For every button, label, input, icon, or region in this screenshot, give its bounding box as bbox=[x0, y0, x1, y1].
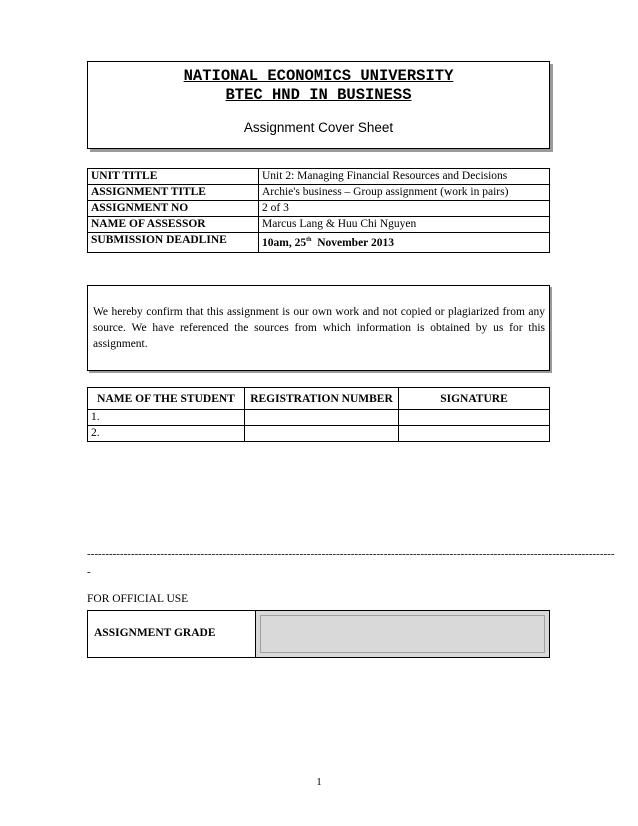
table-row bbox=[88, 217, 550, 233]
header-box bbox=[87, 61, 550, 149]
table-row bbox=[88, 426, 550, 442]
students-table bbox=[87, 387, 550, 442]
table-row bbox=[88, 410, 550, 426]
signature-cell[interactable] bbox=[399, 426, 550, 442]
assignment-title-label: ASSIGNMENT TITLE bbox=[88, 185, 259, 201]
cover-sheet-title: Assignment Cover Sheet bbox=[243, 120, 394, 135]
registration-cell[interactable] bbox=[245, 410, 399, 426]
student-row-number: 1. bbox=[88, 410, 245, 426]
separator-line bbox=[87, 545, 615, 581]
column-header-registration: REGISTRATION NUMBER bbox=[245, 388, 399, 410]
grade-field[interactable] bbox=[255, 611, 549, 657]
table-row bbox=[88, 233, 550, 253]
table-row bbox=[88, 185, 550, 201]
confirmation-box bbox=[87, 285, 550, 371]
grade-label: ASSIGNMENT GRADE bbox=[94, 627, 216, 639]
deadline-label: SUBMISSION DEADLINE bbox=[88, 233, 259, 253]
unit-title-label: UNIT TITLE bbox=[88, 169, 259, 185]
page-number: 1 bbox=[316, 776, 322, 788]
separator-dashes: ------------------------------------------------------------------------------------------------------------------------------------------------ bbox=[87, 548, 615, 560]
assessor-label: NAME OF ASSESSOR bbox=[88, 217, 259, 233]
assignment-no-label: ASSIGNMENT NO bbox=[88, 201, 259, 217]
confirmation-text: We hereby confirm that this assignment is our own work and not copied or plagiarized from any source. We have referenced the sources from which information is obtained by us for this assignment. bbox=[93, 306, 545, 350]
registration-cell[interactable] bbox=[245, 426, 399, 442]
signature-cell[interactable] bbox=[399, 410, 550, 426]
official-use-heading: FOR OFFICIAL USE bbox=[87, 593, 189, 605]
table-row bbox=[88, 169, 550, 185]
assessor-value: Marcus Lang & Huu Chi Nguyen bbox=[259, 217, 550, 233]
grade-box bbox=[87, 610, 550, 658]
assignment-no-value: 2 of 3 bbox=[259, 201, 550, 217]
table-header-row bbox=[88, 388, 550, 410]
deadline-ordinal: th bbox=[306, 237, 312, 243]
separator-tail: - bbox=[87, 566, 91, 578]
deadline-date: 10am, 25 bbox=[262, 236, 307, 249]
student-row-number: 2. bbox=[88, 426, 245, 442]
deadline-month: November 2013 bbox=[311, 236, 394, 249]
column-header-signature: SIGNATURE bbox=[399, 388, 550, 410]
university-title: NATIONAL ECONOMICS UNIVERSITY bbox=[183, 67, 454, 85]
column-header-name: NAME OF THE STUDENT bbox=[88, 388, 245, 410]
assignment-info-table bbox=[87, 168, 550, 253]
programme-title: BTEC HND IN BUSINESS bbox=[225, 86, 412, 104]
deadline-value bbox=[259, 233, 550, 253]
assignment-title-value: Archie's business – Group assignment (work in pairs) bbox=[259, 185, 550, 201]
table-row bbox=[88, 201, 550, 217]
unit-title-value: Unit 2: Managing Financial Resources and Decisions bbox=[259, 169, 550, 185]
